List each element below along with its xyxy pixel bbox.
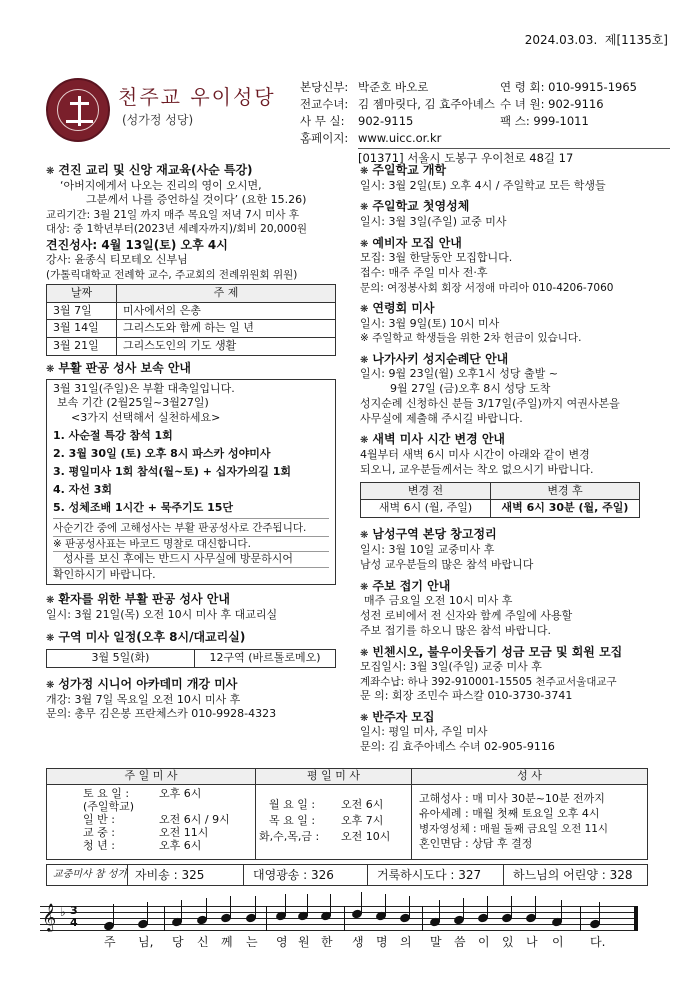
hymn-kyrie: 자비송 : 325 xyxy=(135,868,205,882)
church-subtitle: (성가정 성당) xyxy=(122,113,194,127)
section-title: ❋ 새벽 미사 시간 변경 안내 xyxy=(360,432,506,447)
text-line: (가톨릭대학교 전례학 교수, 주교회의 전례위원회 위원) xyxy=(46,268,298,281)
lyric-syllable: 생 xyxy=(352,935,364,949)
table-header: 변경 전 xyxy=(361,482,491,500)
info-value: 902-9115 xyxy=(358,114,414,128)
lyric-syllable: 의 xyxy=(400,935,412,949)
flat-icon: ♭ xyxy=(60,905,66,919)
text-line: <3가지 선택해서 실천하세요> xyxy=(71,411,221,425)
note-stem xyxy=(285,894,286,916)
lecture-table xyxy=(46,284,336,356)
music-staff xyxy=(40,900,640,932)
barline xyxy=(164,906,165,931)
lyric-syllable: 이 xyxy=(478,935,490,949)
note-stem xyxy=(330,894,331,916)
note-stem xyxy=(255,896,256,918)
mass-schedule xyxy=(46,768,648,860)
barline xyxy=(344,906,345,931)
table-header: 주 제 xyxy=(117,284,336,302)
hymn-sanctus: 거룩하시도다 : 327 xyxy=(377,868,482,882)
note-stem xyxy=(181,900,182,922)
info-label: 전교수녀: xyxy=(300,97,349,111)
note-stem xyxy=(439,900,440,922)
text-line: 성전 로비에서 전 신자와 함께 주일에 사용할 xyxy=(360,608,573,622)
section-title: ❋ 연령회 미사 xyxy=(360,301,435,316)
text-line: 개강: 3월 7일 목요일 오전 10시 미사 후 xyxy=(46,692,241,706)
text-line: 9월 27일 (금)오후 8시 성당 도착 xyxy=(390,381,551,395)
section-title: ❋ 예비자 모집 안내 xyxy=(360,235,462,250)
section-title: ❋ 성가정 시니어 아카데미 개강 미사 xyxy=(46,677,238,692)
text-line: 대상: 중 1학년부터(2023년 세례자까지)/회비 20,000원 xyxy=(46,223,308,236)
hymn-label: 교중미사 참 성가 xyxy=(53,869,127,880)
lyric-syllable: 이 xyxy=(552,935,564,949)
hymn-bar xyxy=(46,864,648,886)
lyric-syllable: 주 xyxy=(104,935,116,949)
info-right: 연 령 회: 010-9915-1965 xyxy=(500,80,637,94)
church-name: 천주교 우이성당 xyxy=(118,85,276,109)
right-column xyxy=(360,162,660,755)
hymn-agnus-dei: 하느님의 어린양 : 328 xyxy=(513,868,633,882)
text-line: 계좌수납: 하나 392-910001-15505 천주교서울대교구 xyxy=(360,675,617,688)
note-stem xyxy=(385,894,386,916)
section-title: ❋ 견진 교리 및 신앙 재교육(사순 특강) xyxy=(46,163,253,177)
text-line: 문의: 김 효주아녜스 수녀 02-905-9116 xyxy=(360,740,555,754)
lyric-syllable: 는 xyxy=(246,935,258,949)
dawn-mass-table xyxy=(360,482,640,519)
schedule-header: 성 사 xyxy=(411,769,647,785)
lyric-syllable: 있 xyxy=(502,935,514,949)
text-line: 일시: 3월 3일(주일) 교중 미사 xyxy=(360,214,507,228)
quote-line: ‘아버지에게서 나오는 진리의 영이 오시면, xyxy=(60,178,262,192)
text-line: 되오니, 교우분들께서는 착오 없으시기 바랍니다. xyxy=(360,462,594,476)
text-line: 문의: 총무 김은봉 프란체스카 010-9928-4323 xyxy=(46,707,277,721)
text-line: 일시: 3월 2일(토) 오후 4시 / 주일학교 모든 학생들 xyxy=(360,178,606,192)
note-stem xyxy=(463,898,464,920)
text-line: 일시: 3월 10일 교중미사 후 xyxy=(360,542,495,556)
list-item: 2. 3월 30일 (토) 오후 8시 파스카 성야미사 xyxy=(53,446,271,460)
note-stem xyxy=(230,896,231,918)
section-title: ❋ 환자를 위한 부활 판공 성사 안내 xyxy=(46,592,230,607)
table-row: 3월 5일(화) 12구역 (바르톨로메오) xyxy=(47,650,336,668)
schedule-header: 주 일 미 사 xyxy=(47,769,255,785)
text-line: 3월 31일(주일)은 부활 대축일입니다. xyxy=(53,381,235,395)
text-line: 모집일시: 3월 3일(주일) 교중 미사 후 xyxy=(360,660,542,674)
issue-date xyxy=(525,32,668,48)
date-text: 2024.03.03. xyxy=(524,33,598,47)
note-stem xyxy=(535,896,536,918)
left-column xyxy=(46,162,346,722)
text-line: 강사: 윤종식 티모테오 신부님 xyxy=(46,252,188,266)
text-line: 주보 접기를 하오니 많은 참석 바랍니다. xyxy=(360,623,551,637)
section-title: ❋ 반주자 모집 xyxy=(360,709,435,724)
barline xyxy=(266,906,267,931)
text-line: 모집: 3월 한달동안 모집합니다. xyxy=(360,251,513,265)
list-item: 3. 평일미사 1회 참석(월~토) + 십자가의길 1회 xyxy=(53,464,291,478)
section-title: ❋ 주일학교 개학 xyxy=(360,163,447,177)
text-line: ※ 판공성사표는 바코드 명찰로 대신합니다. xyxy=(53,536,329,551)
sunday-mass-list: 토 요 일 : 오후 6시 (주일학교) 일 반 : 오전 6시 / 9시 교 중 : 오전 11시 청 년 : 오후 6시 xyxy=(83,787,230,852)
lyric-syllable: 께 xyxy=(221,935,233,949)
text-line: 일시: 9월 23일(월) 오후1시 성당 출발 ~ xyxy=(360,367,558,381)
info-label: 사 무 실: xyxy=(300,114,345,128)
text-line: 접수: 매주 주일 미사 전·후 xyxy=(360,266,488,280)
final-barline xyxy=(634,906,638,931)
info-right: 팩 스: 999-1011 xyxy=(500,114,589,128)
section-title: ❋ 나가사키 성지순례단 안내 xyxy=(360,351,509,366)
barline xyxy=(580,906,581,931)
note-stem xyxy=(113,904,114,926)
homepage-link[interactable]: www.uicc.or.kr xyxy=(358,131,442,145)
table-header: 변경 후 xyxy=(491,482,640,500)
info-value: 박준호 바오로 xyxy=(358,80,429,94)
lyric-syllable: 나 xyxy=(526,935,538,949)
note-stem xyxy=(361,892,362,914)
weekday-mass-list: 월 요 일 : 오전 6시 목 요 일 : 오후 7시 화,수,목,금 : 오전 10시 xyxy=(259,798,391,843)
section-title: ❋ 빈첸시오, 불우이웃돕기 성금 모금 및 회원 모집 xyxy=(360,644,623,659)
text-line: 문의: 여정봉사회 회장 서정애 마리아 010-4206-7060 xyxy=(360,281,614,294)
address: [01371] 서울시 도봉구 우이천로 48길 17 xyxy=(358,148,670,167)
text-line: 사순기간 중에 고해성사는 부활 판공성사로 간주됩니다. xyxy=(53,518,329,535)
district-mass-table xyxy=(46,649,336,668)
lyric-syllable: 님, xyxy=(138,935,154,949)
note-stem xyxy=(307,894,308,916)
note-stem xyxy=(599,902,600,924)
text-line: ※ 주일학교 학생들을 위한 2차 헌금이 있습니다. xyxy=(360,332,582,345)
lyric-syllable: 씀 xyxy=(454,935,466,949)
text-line: 일시: 3월 21일(목) 오전 10시 미사 후 대교리실 xyxy=(46,607,278,621)
text-line: 일시: 3월 9일(토) 10시 미사 xyxy=(360,316,500,330)
info-value: 김 젬마릿다, 김 효주아녜스 xyxy=(358,97,495,111)
note-stem xyxy=(206,898,207,920)
info-label: 홈페이지: xyxy=(300,131,349,145)
note-stem xyxy=(561,900,562,922)
penance-box xyxy=(46,379,336,586)
confirmation-date: 견진성사: 4월 13일(토) 오후 4시 xyxy=(46,237,228,252)
list-item: 5. 성체조배 1시간 + 묵주기도 15단 xyxy=(53,500,234,514)
text-line: 문 의: 회장 조민수 파스칼 010-3730-3741 xyxy=(360,689,573,703)
text-line: 성지순례 신청하신 분들 3/17일(주일)까지 여권사본을 xyxy=(360,396,620,410)
text-line: 매주 금요일 오전 10시 미사 후 xyxy=(364,594,513,607)
text-line: 일시: 평일 미사, 주일 미사 xyxy=(360,725,488,739)
table-row: 3월 21일 그리스도인의 기도 생활 xyxy=(47,338,336,356)
schedule-header: 평 일 미 사 xyxy=(255,769,411,785)
sacrament-list: 고해성사 : 매 미사 30분~10분 전까지 유아세례 : 매월 첫째 토요일 오후 4시 병자영성체 : 매월 둘째 금요일 오전 11시 혼인면담 : 상담 후 결정 xyxy=(419,792,609,851)
table-row: 3월 14일 그리스도와 함께 하는 일 년 xyxy=(47,320,336,338)
table-row: 3월 7일 미사에서의 은총 xyxy=(47,302,336,320)
text-line: 남성 교우분들의 많은 참석 바랍니다 xyxy=(360,557,534,571)
quote-line: 그분께서 나를 증언하실 것이다’ (요한 15.26) xyxy=(86,193,307,207)
note-stem xyxy=(147,902,148,924)
time-signature: 3 4 xyxy=(70,904,78,929)
barline xyxy=(422,906,423,931)
lyric-syllable: 한 xyxy=(321,935,333,949)
lyric-syllable: 말 xyxy=(430,935,442,949)
lyric-syllable: 원 xyxy=(298,935,310,949)
lyric-syllable: 다. xyxy=(590,935,606,949)
issue-number: 제[1135호] xyxy=(604,33,668,47)
section-title: ❋ 구역 미사 일정(오후 8시/대교리실) xyxy=(46,629,246,644)
section-title: ❋ 주보 접기 안내 xyxy=(360,578,451,593)
note-stem xyxy=(409,896,410,918)
list-item: 1. 사순절 특강 참석 1회 xyxy=(53,429,173,443)
church-logo xyxy=(46,78,110,142)
lyric-syllable: 당 xyxy=(172,935,184,949)
lyric-syllable: 영 xyxy=(276,935,288,949)
lyric-syllable: 신 xyxy=(197,935,209,949)
church-info xyxy=(300,80,670,167)
section-title: ❋ 주일학교 첫영성체 xyxy=(360,199,470,214)
table-row: 새벽 6시 (월, 주일) 새벽 6시 30분 (월, 주일) xyxy=(361,500,640,518)
text-line: 사무실에 제출해 주시길 바랍니다. xyxy=(360,411,523,425)
text-line: 확인하시기 바랍니다. xyxy=(53,567,329,583)
treble-clef-icon: 𝄞 xyxy=(42,903,57,931)
info-label: 본당신부: xyxy=(300,80,349,94)
section-title: ❋ 남성구역 본당 창고정리 xyxy=(360,527,497,542)
info-right: 수 녀 원: 902-9116 xyxy=(500,97,604,111)
list-item: 4. 자선 3회 xyxy=(53,482,113,496)
note-stem xyxy=(511,896,512,918)
text-line: 보속 기간 (2월25일~3월27일) xyxy=(57,396,209,410)
text-line: 교리기간: 3월 21일 까지 매주 목요일 저녁 7시 미사 후 xyxy=(46,209,300,222)
text-line: 성사를 보신 후에는 반드시 사무실에 방문하시어 xyxy=(53,551,329,567)
table-header: 날짜 xyxy=(47,284,117,302)
text-line: 4월부터 새벽 6시 미사 시간이 아래와 같이 변경 xyxy=(360,447,590,461)
note-stem xyxy=(487,896,488,918)
lyric-syllable: 명 xyxy=(376,935,388,949)
section-title: ❋ 부활 판공 성사 보속 안내 xyxy=(46,361,192,376)
hymn-gloria: 대영광송 : 326 xyxy=(253,868,334,882)
